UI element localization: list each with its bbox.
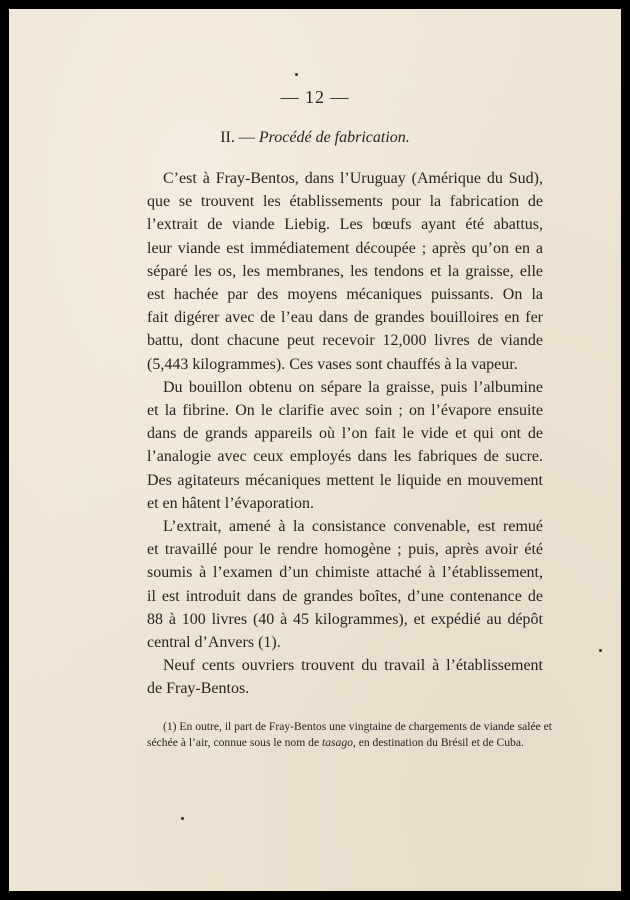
body-text: [147, 167, 543, 701]
footnote: [147, 719, 553, 750]
page-number: — 12 —: [280, 87, 350, 107]
footnote-text: séchée à l’air, connue sous le nom de: [147, 735, 322, 749]
footnote-line: [147, 735, 543, 751]
text-line: L’extrait, amené à la consistance convenable, est remué: [163, 518, 543, 536]
text-line: dans de grands appareils où l’on fait le vide et qui ont de: [147, 425, 543, 443]
text-line: fait digérer avec de l’eau dans de grandes bouilloires en fer: [147, 309, 543, 327]
text-line: Du bouillon obtenu on sépare la graisse, puis l’albumine: [163, 378, 543, 396]
text-line: séparé les os, les membranes, les tendons et la graisse, elle: [147, 262, 543, 280]
text-line: Des agitateurs mécaniques mettent le liquide en mouvement: [147, 471, 543, 489]
text-line: leur viande est immédiatement découpée ; après qu’on en a: [147, 239, 543, 257]
text-line: Neuf cents ouvriers trouvent du travail à l’établissement: [163, 657, 543, 675]
text-line: C’est à Fray-Bentos, dans l’Uruguay (Amérique du Sud),: [163, 170, 543, 187]
book-page: [9, 9, 621, 891]
text-line: il est introduit dans de grandes boîtes, d’une contenance de: [147, 587, 543, 605]
footnote-italic-term: tasago: [322, 735, 353, 749]
text-line: et travaillé pour le rendre homogène ; puis, après avoir été: [147, 541, 543, 559]
section-heading: [9, 129, 621, 147]
text-line: l’extrait de viande Liebig. Les bœufs ayant été abattus,: [147, 216, 543, 234]
text-line: que se trouvent les établissements pour la fabrication de: [147, 193, 543, 211]
text-line: l’analogie avec ceux employés dans les fabriques de sucre.: [147, 448, 543, 466]
text-line: (5,443 kilogrammes). Ces vases sont chauffés à la vapeur.: [147, 355, 518, 373]
section-numeral: II. —: [220, 129, 259, 146]
footnote-text: , en destination du Brésil et de Cuba.: [352, 735, 524, 749]
text-line: et en hâtent l’évaporation.: [147, 494, 315, 512]
section-title: Procédé de fabrication.: [258, 129, 410, 146]
paragraph-3: [147, 515, 543, 654]
text-line: est hachée par des moyens mécaniques puissants. On la: [147, 286, 543, 304]
print-speck: [295, 73, 298, 76]
text-line: central d’Anvers (1).: [147, 634, 281, 652]
text-line: 88 à 100 livres (40 à 45 kilogrammes), et expédié au dépôt: [147, 610, 543, 628]
print-speck: [599, 649, 602, 652]
paragraph-1: [147, 167, 543, 376]
paragraph-4: [147, 654, 543, 700]
print-speck: [181, 817, 184, 820]
footnote-line: (1) En outre, il part de Fray-Bentos une vingtaine de chargements de viande salée et: [163, 720, 553, 733]
paragraph-2: [147, 376, 543, 515]
text-line: soumis à l’examen d’un chimiste attaché à l’établissement,: [147, 564, 543, 582]
text-line: et la fibrine. On le clarifie avec soin ; on l’évapore ensuite: [147, 402, 543, 420]
text-line: de Fray-Bentos.: [147, 680, 250, 698]
text-line: battu, dont chacune peut recevoir 12,000 livres de viande: [147, 332, 543, 350]
